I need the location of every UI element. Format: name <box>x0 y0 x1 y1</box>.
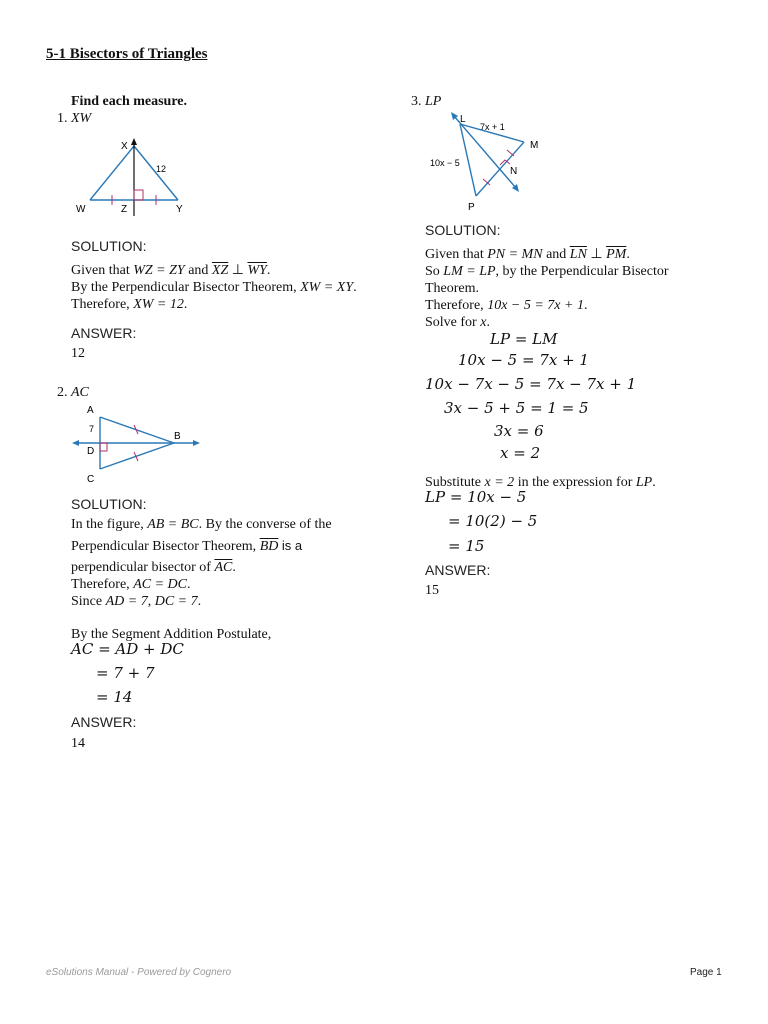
problem-1-heading: 1. XW <box>57 111 92 126</box>
problem-2-work-1: AC = AD + DC <box>71 640 184 658</box>
problem-3-line-3: Theorem. <box>425 281 480 296</box>
problem-1-answer: 12 <box>71 346 85 361</box>
label-y: Y <box>176 204 183 215</box>
problem-2-line-2: Perpendicular Bisector Theorem, $\overline{BD}$ is a <box>71 538 303 554</box>
problem-1-solution-label: SOLUTION: <box>71 238 147 254</box>
problem-2-line-1: In the figure, AB = BC. By the converse of the <box>71 517 332 532</box>
problem-2-solution-label: SOLUTION: <box>71 496 147 512</box>
label-a: A <box>87 405 94 416</box>
problem-3-work-3: 10x − 7x − 5 = 7x − 7x + 1 <box>425 375 637 393</box>
problem-3-work-6: x = 2 <box>500 444 541 462</box>
label-z: Z <box>121 204 128 215</box>
footer-credit: eSolutions Manual - Powered by Cognero <box>46 967 232 978</box>
problem-3-line-1: Given that PN = MN and $\overline{LN}$ ⊥ $\overline{PM}$. <box>425 247 630 262</box>
problem-2-line-4: Therefore, AC = DC. <box>71 577 191 592</box>
tick-mark-mn <box>507 150 514 156</box>
label-lp-expr: 10x − 5 <box>430 158 460 168</box>
problem-3-work-1: LP = LM <box>490 330 558 348</box>
problem-1-line-3: Therefore, XW = 12. <box>71 297 188 312</box>
segment-wx <box>90 146 134 200</box>
label-c: C <box>87 474 95 485</box>
problem-3-answer-label: ANSWER: <box>425 562 491 578</box>
segment-lp <box>460 124 476 196</box>
problem-2-figure <box>70 401 205 487</box>
arrow-right-icon <box>193 440 200 446</box>
problem-2-work-2: = 7 + 7 <box>96 664 155 682</box>
page-number: Page 1 <box>690 967 722 978</box>
label-m: M <box>530 140 539 151</box>
label-b: B <box>174 431 181 442</box>
problem-3-work2-3: = 15 <box>448 537 485 555</box>
problem-3-figure <box>424 108 554 214</box>
problem-3-work-2: 10x − 5 = 7x + 1 <box>458 351 589 369</box>
label-lm-expr: 7x + 1 <box>480 122 505 132</box>
problem-3-substitute-line: Substitute x = 2 in the expression for LP. <box>425 475 656 490</box>
page-title: 5-1 Bisectors of Triangles <box>46 46 208 62</box>
problem-1-line-2: By the Perpendicular Bisector Theorem, XW = XY. <box>71 280 357 295</box>
problem-2-line-6: By the Segment Addition Postulate, <box>71 627 272 642</box>
right-angle-mark <box>134 190 143 200</box>
problem-3-work2-1: LP = 10x − 5 <box>425 488 527 506</box>
problem-3-line-2: So LM = LP, by the Perpendicular Bisector <box>425 264 669 279</box>
arrow-up-icon <box>131 138 137 145</box>
problem-1-answer-label: ANSWER: <box>71 325 137 341</box>
problem-2-line-5: Since AD = 7, DC = 7. <box>71 594 202 609</box>
segment-ab <box>100 417 174 443</box>
arrow-left-icon <box>72 440 79 446</box>
label-side-12: 12 <box>156 164 167 174</box>
problem-3-line-4: Therefore, 10x − 5 = 7x + 1. <box>425 298 588 313</box>
problem-3-work-4: 3x − 5 + 5 = 1 = 5 <box>444 399 589 417</box>
label-side-7: 7 <box>89 424 95 434</box>
problem-3-answer: 15 <box>425 583 439 598</box>
label-p: P <box>468 202 475 213</box>
segment-cb <box>100 443 174 469</box>
label-n: N <box>510 166 518 177</box>
label-w: W <box>76 204 86 215</box>
problem-3-work-5: 3x = 6 <box>494 422 544 440</box>
problem-1-figure <box>70 134 200 216</box>
label-d: D <box>87 446 95 457</box>
instructions: Find each measure. <box>71 94 188 109</box>
problem-2-line-3: perpendicular bisector of $\overline{AC}$. <box>71 560 236 575</box>
problem-1-line-1: Given that WZ = ZY and $\overline{XZ}$ ⊥ $\overline{WY}$. <box>71 263 271 278</box>
problem-3-heading: 3. LP <box>411 94 442 109</box>
problem-3-solution-label: SOLUTION: <box>425 222 501 238</box>
problem-2-answer: 14 <box>71 736 85 751</box>
problem-2-heading: 2. AC <box>57 385 89 400</box>
label-x: X <box>121 141 128 152</box>
problem-3-work2-2: = 10(2) − 5 <box>448 512 538 530</box>
problem-2-work-3: = 14 <box>96 688 133 706</box>
label-l: L <box>460 114 466 125</box>
problem-3-line-5: Solve for x. <box>425 315 490 330</box>
right-angle-mark <box>100 443 107 451</box>
problem-2-answer-label: ANSWER: <box>71 714 137 730</box>
